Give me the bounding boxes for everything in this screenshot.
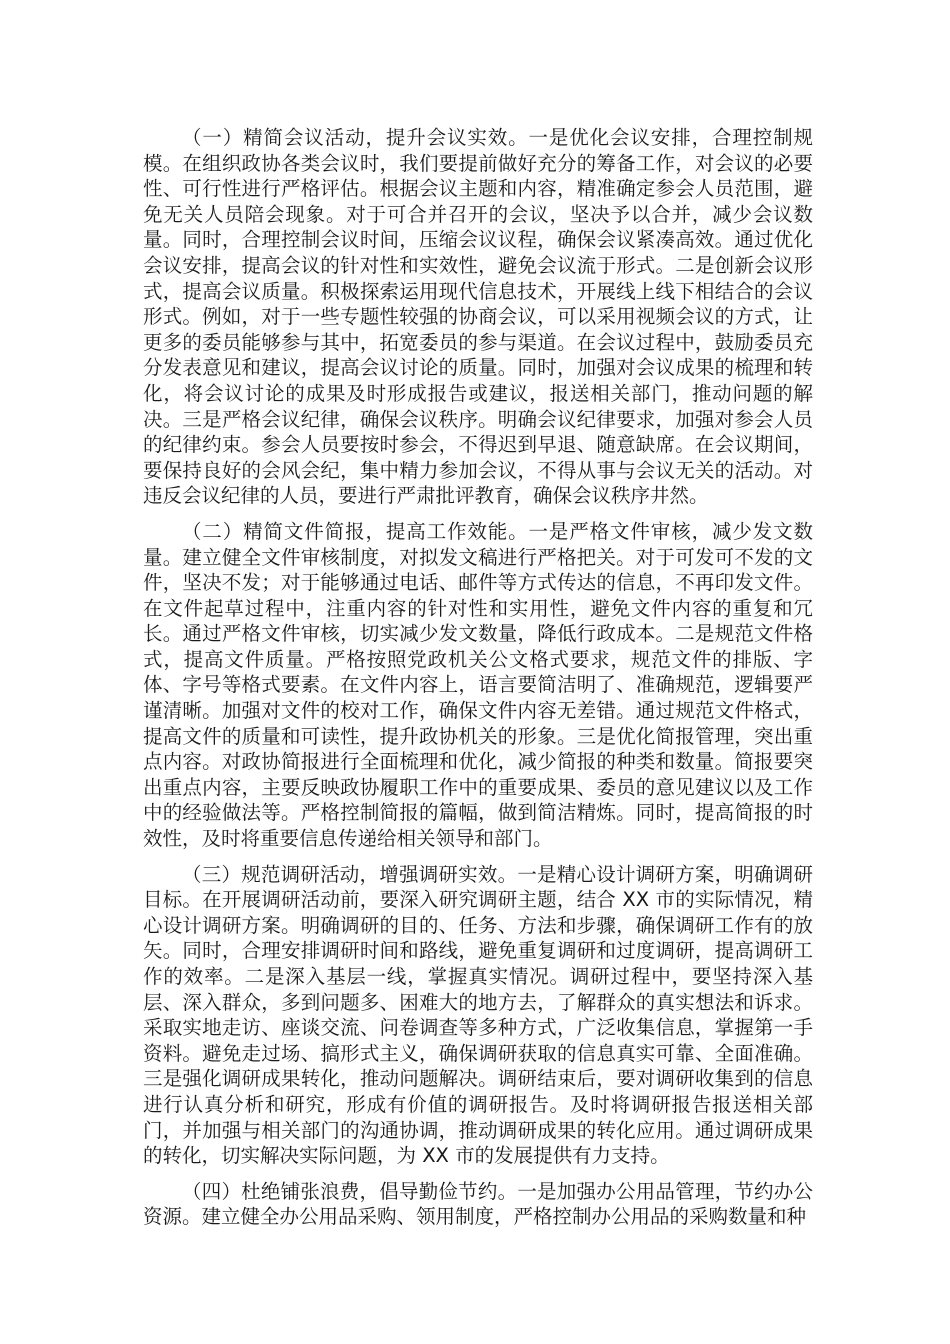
paragraph-frugality: （四）杜绝铺张浪费，倡导勤俭节约。一是加强办公用品管理，节约办公资源。建立健全办公用品采购、领用制度，严格控制办公用品的采购数量和种 — [143, 1179, 813, 1229]
document-body — [143, 125, 813, 1240]
paragraph-documents: （二）精简文件简报，提高工作效能。一是严格文件审核，减少发文数量。建立健全文件审核制度，对拟发文稿进行严格把关。对于可发可不发的文件，坚决不发；对于能够通过电话、邮件等方式传达的信息，不再印发文件。在文件起草过程中，注重内容的针对性和实用性，避免文件内容的重复和冗长。通过严格文件审核，切实减少发文数量，降低行政成本。二是规范文件格式，提高文件质量。严格按照党政机关公文格式要求，规范文件的排版、字体、字号等格式要素。在文件内容上，语言要简洁明了、准确规范，逻辑要严谨清晰。加强对文件的校对工作，确保文件内容无差错。通过规范文件格式，提高文件的质量和可读性，提升政协机关的形象。三是优化简报管理，突出重点内容。对政协简报进行全面梳理和优化，减少简报的种类和数量。简报要突出重点内容，主要反映政协履职工作中的重要成果、委员的意见建议以及工作中的经验做法等。严格控制简报的篇幅，做到简洁精炼。同时，提高简报的时效性，及时将重要信息传递给相关领导和部门。 — [143, 519, 813, 851]
paragraph-meetings: （一）精简会议活动，提升会议实效。一是优化会议安排，合理控制规模。在组织政协各类会议时，我们要提前做好充分的筹备工作，对会议的必要性、可行性进行严格评估。根据会议主题和内容，精准确定参会人员范围，避免无关人员陪会现象。对于可合并召开的会议，坚决予以合并，减少会议数量。同时，合理控制会议时间，压缩会议议程，确保会议紧凑高效。通过优化会议安排，提高会议的针对性和实效性，避免会议流于形式。二是创新会议形式，提高会议质量。积极探索运用现代信息技术，开展线上线下相结合的会议形式。例如，对于一些专题性较强的协商会议，可以采用视频会议的方式，让更多的委员能够参与其中，拓宽委员的参与渠道。在会议过程中，鼓励委员充分发表意见和建议，提高会议讨论的质量。同时，加强对会议成果的梳理和转化，将会议讨论的成果及时形成报告或建议，报送相关部门，推动问题的解决。三是严格会议纪律，确保会议秩序。明确会议纪律要求，加强对参会人员的纪律约束。参会人员要按时参会，不得迟到早退、随意缺席。在会议期间，要保持良好的会风会纪，集中精力参加会议，不得从事与会议无关的活动。对违反会议纪律的人员，要进行严肃批评教育，确保会议秩序井然。 — [143, 126, 813, 508]
paragraph-research: （三）规范调研活动，增强调研实效。一是精心设计调研方案，明确调研目标。在开展调研活动前，要深入研究调研主题，结合 XX 市的实际情况，精心设计调研方案。明确调研的目的、任务、方法和步骤，确保调研工作有的放矢。同时，合理安排调研时间和路线，避免重复调研和过度调研，提高调研工作的效率。二是深入基层一线，掌握真实情况。调研过程中，要坚持深入基层、深入群众，多到问题多、困难大的地方去，了解群众的真实想法和诉求。采取实地走访、座谈交流、问卷调查等多种方式，广泛收集信息，掌握第一手资料。避免走过场、搞形式主义，确保调研获取的信息真实可靠、全面准确。三是强化调研成果转化，推动问题解决。调研结束后，要对调研收集到的信息进行认真分析和研究，形成有价值的调研报告。及时将调研报告报送相关部门，并加强与相关部门的沟通协调，推动调研成果的转化应用。通过调研成果的转化，切实解决实际问题，为 XX 市的发展提供有力支持。 — [143, 862, 813, 1168]
